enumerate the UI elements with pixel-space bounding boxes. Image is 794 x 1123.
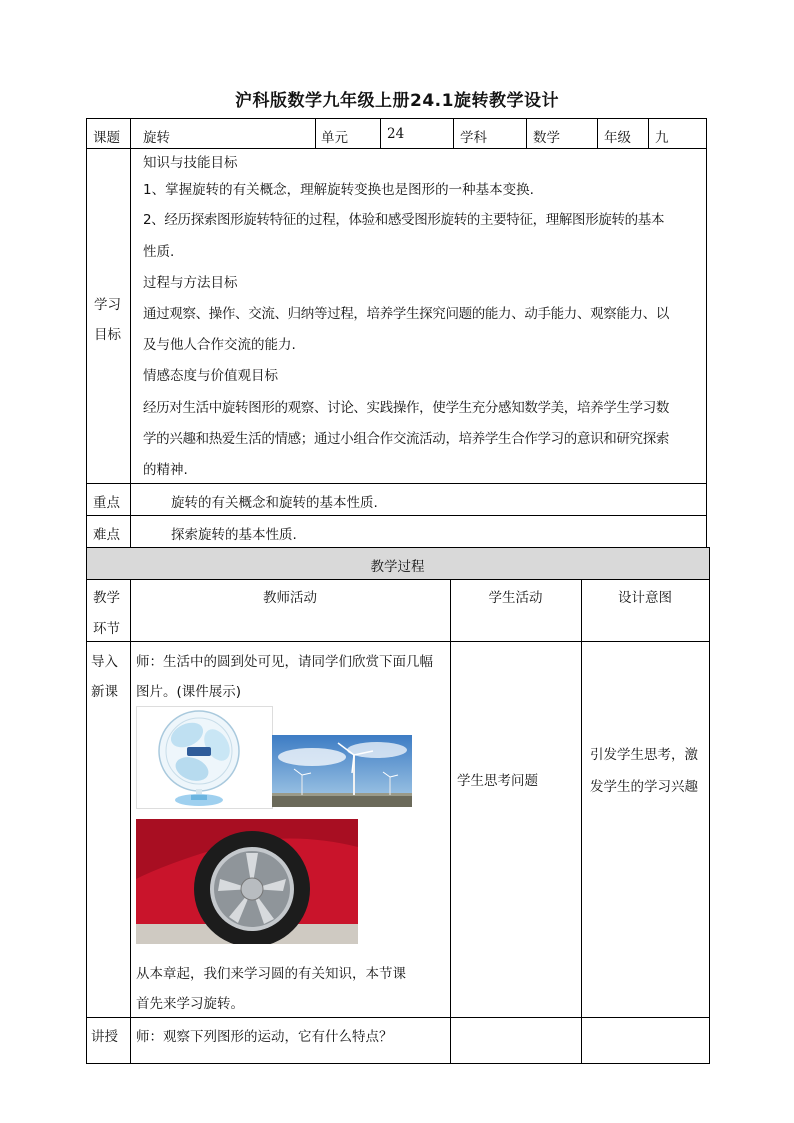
intro-stage-line2: 新课 [91, 684, 118, 700]
car-wheel-image [136, 819, 358, 944]
page-title: 沪科版数学九年级上册24.1旋转教学设计 [235, 91, 559, 111]
dan-yuan-value: 24 [387, 126, 405, 142]
col-student: 学生活动 [488, 590, 543, 606]
intro-teacher-line1: 师：生活中的圆到处可见，请同学们欣赏下面几幅 [136, 654, 433, 670]
ke-ti-label: 课题 [93, 130, 120, 146]
col-stage-line1: 教学 [93, 590, 120, 606]
goals-line: 性质. [143, 244, 175, 260]
key-point-label: 重点 [93, 495, 120, 511]
xue-ke-label: 学科 [460, 130, 487, 146]
goals-line: 学的兴趣和热爱生活的情感；通过小组合作交流活动，培养学生合作学习的意识和研究探索 [143, 431, 669, 447]
fan-image [136, 706, 273, 809]
goals-line: 过程与方法目标 [143, 275, 238, 291]
process-heading: 教学过程 [370, 559, 425, 575]
intro-teacher-line3: 从本章起，我们来学习圆的有关知识，本节课 [136, 966, 406, 982]
nian-ji-label: 年级 [604, 130, 631, 146]
lecture-teacher-line1: 师：观察下列图形的运动，它有什么特点？ [136, 1029, 393, 1045]
goals-line: 通过观察、操作、交流、归纳等过程，培养学生探究问题的能力、动手能力、观察能力、以 [143, 306, 669, 322]
key-point-value: 旋转的有关概念和旋转的基本性质. [171, 495, 378, 511]
wind-turbine-image [272, 735, 412, 807]
intro-intent-line1: 引发学生思考，激 [590, 747, 698, 763]
goals-line: 及与他人合作交流的能力. [143, 337, 296, 353]
intro-teacher-line4: 首先来学习旋转。 [136, 996, 244, 1012]
goals-label-line1: 学习 [94, 297, 121, 313]
difficulty-value: 探索旋转的基本性质. [171, 527, 297, 543]
goals-line: 知识与技能目标 [143, 155, 238, 171]
intro-stage-line1: 导入 [91, 654, 118, 670]
dan-yuan-label: 单元 [321, 130, 348, 146]
col-teacher: 教师活动 [263, 590, 317, 606]
goals-line: 经历对生活中旋转图形的观察、讨论、实践操作，使学生充分感知数学美，培养学生学习数 [143, 400, 669, 416]
goals-line: 的精神. [143, 462, 188, 478]
lecture-stage: 讲授 [91, 1029, 118, 1045]
col-stage-line2: 环节 [93, 621, 120, 637]
col-intent: 设计意图 [618, 590, 672, 606]
goals-line: 1、掌握旋转的有关概念，理解旋转变换也是图形的一种基本变换. [143, 182, 534, 198]
intro-intent-line2: 发学生的学习兴趣 [590, 779, 698, 795]
nian-ji-value: 九 [655, 130, 669, 146]
goals-label-line2: 目标 [94, 327, 121, 343]
intro-student: 学生思考问题 [457, 773, 538, 789]
intro-teacher-line2: 图片。(课件展示) [136, 684, 242, 700]
ke-ti-value: 旋转 [143, 130, 170, 146]
xue-ke-value: 数学 [533, 130, 560, 146]
goals-line: 情感态度与价值观目标 [143, 368, 278, 384]
difficulty-label: 难点 [93, 527, 120, 543]
goals-line: 2、经历探索图形旋转特征的过程，体验和感受图形旋转的主要特征，理解图形旋转的基本 [143, 212, 665, 228]
